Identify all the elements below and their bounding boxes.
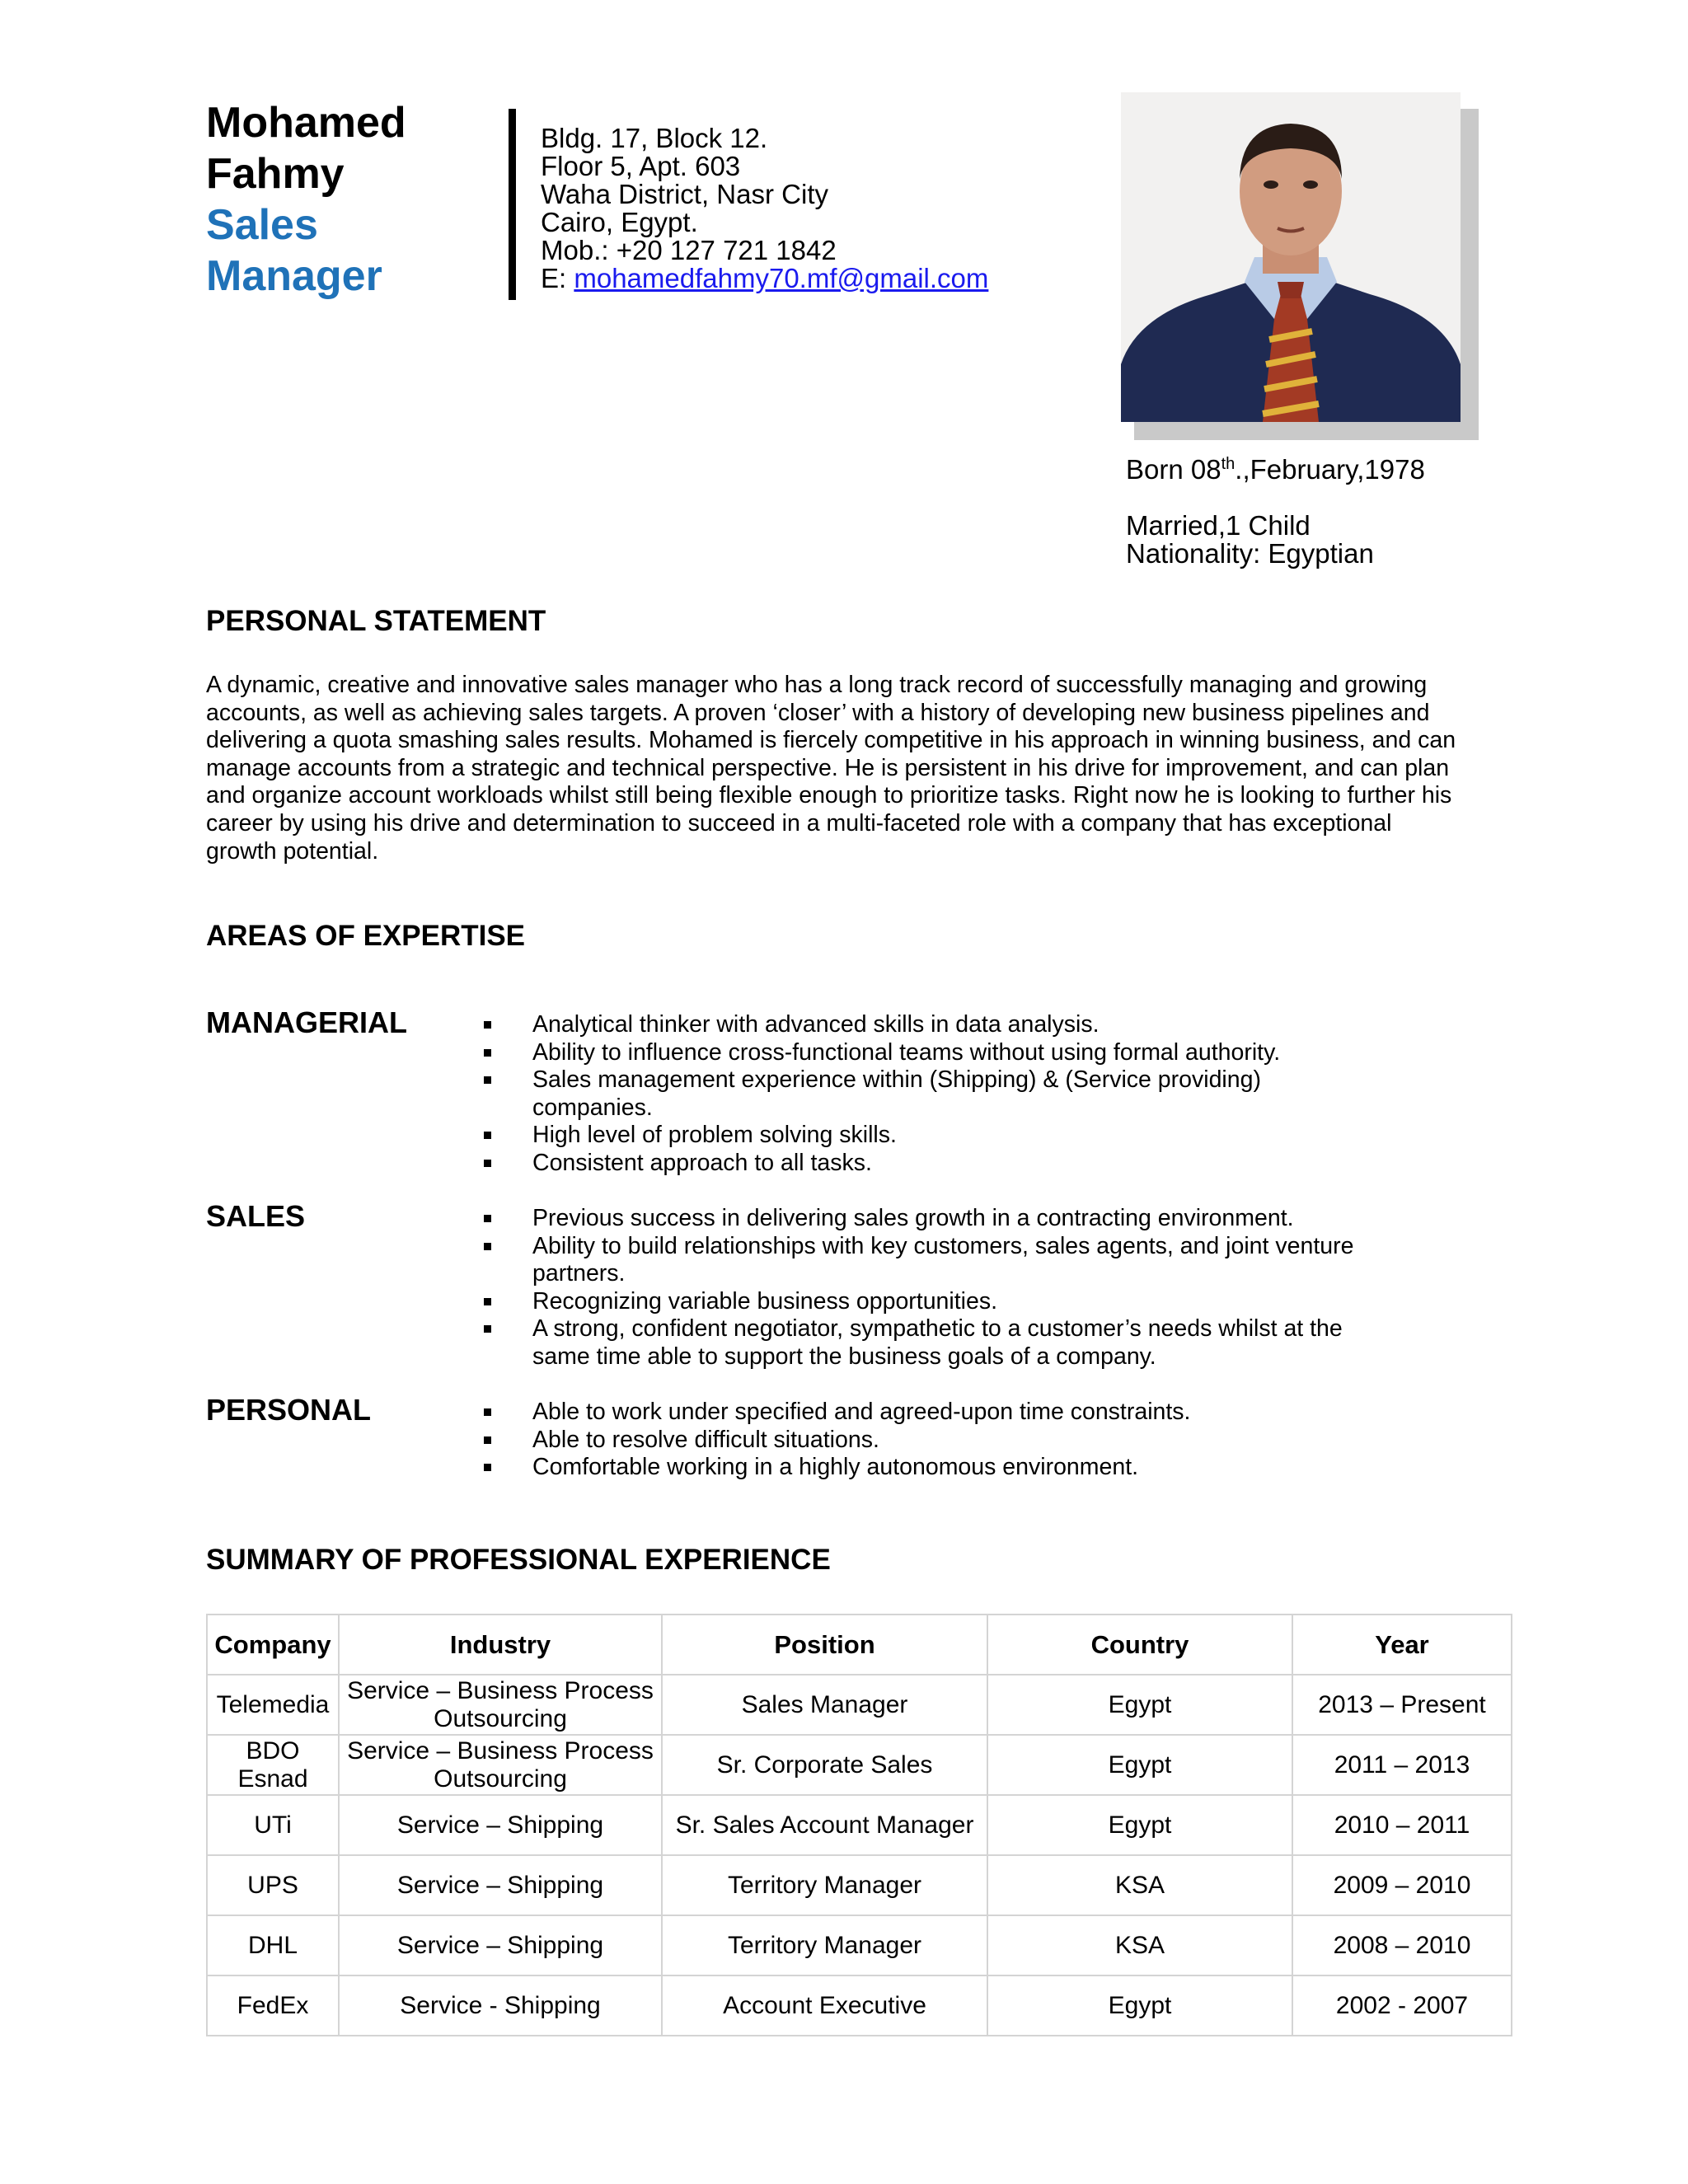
cell-industry: Service – Business Process Outsourcing bbox=[339, 1735, 662, 1795]
table-row bbox=[207, 1975, 1512, 2036]
column-header-country: Country bbox=[987, 1615, 1292, 1675]
cell-year: 2009 – 2010 bbox=[1292, 1855, 1512, 1915]
sales-list bbox=[476, 1205, 1465, 1371]
expertise-label-personal: PERSONAL bbox=[206, 1393, 372, 1427]
cell-company: UTi bbox=[207, 1795, 339, 1855]
cell-position: Territory Manager bbox=[662, 1855, 987, 1915]
list-item: Ability to influence cross-functional teams without using formal authority. bbox=[476, 1039, 1465, 1067]
list-item: Able to work under specified and agreed-upon time constraints. bbox=[476, 1399, 1465, 1427]
experience-table bbox=[206, 1614, 1512, 2036]
email-link[interactable]: mohamedfahmy70.mf@gmail.com bbox=[574, 263, 989, 293]
personal-statement-heading: PERSONAL STATEMENT bbox=[206, 605, 546, 637]
cell-industry: Service - Shipping bbox=[339, 1975, 662, 2036]
cell-country: KSA bbox=[987, 1855, 1292, 1915]
email-prefix: E: bbox=[541, 263, 574, 293]
candidate-name-block bbox=[206, 97, 406, 302]
cell-year: 2011 – 2013 bbox=[1292, 1735, 1512, 1795]
cell-country: Egypt bbox=[987, 1735, 1292, 1795]
first-name: Mohamed bbox=[206, 99, 406, 147]
column-header-company: Company bbox=[207, 1615, 339, 1675]
cell-industry: Service – Business Process Outsourcing bbox=[339, 1675, 662, 1735]
table-row bbox=[207, 1915, 1512, 1975]
marital-status: Married,1 Child bbox=[1126, 510, 1311, 541]
address-line: Bldg. 17, Block 12. bbox=[541, 123, 768, 153]
cell-industry: Service – Shipping bbox=[339, 1855, 662, 1915]
expertise-heading: AREAS OF EXPERTISE bbox=[206, 920, 526, 952]
profile-photo bbox=[1121, 92, 1461, 422]
list-item: High level of problem solving skills. bbox=[476, 1122, 1465, 1150]
contact-address bbox=[541, 124, 988, 293]
cell-company: Telemedia bbox=[207, 1675, 339, 1735]
table-header-row bbox=[207, 1615, 1512, 1675]
list-item: A strong, confident negotiator, sympathetic to a customer’s needs whilst at the same time able to support the business goals of a company. bbox=[476, 1315, 1406, 1371]
birth-date-suffix-sup: th bbox=[1221, 455, 1236, 473]
table-row bbox=[207, 1795, 1512, 1855]
list-item: Analytical thinker with advanced skills in data analysis. bbox=[476, 1011, 1465, 1039]
list-item: Recognizing variable business opportunities. bbox=[476, 1288, 1465, 1316]
experience-heading: SUMMARY OF PROFESSIONAL EXPERIENCE bbox=[206, 1544, 831, 1576]
managerial-list bbox=[476, 1011, 1465, 1178]
table-row bbox=[207, 1675, 1512, 1735]
cell-position: Sr. Sales Account Manager bbox=[662, 1795, 987, 1855]
cell-country: KSA bbox=[987, 1915, 1292, 1975]
column-header-year: Year bbox=[1292, 1615, 1512, 1675]
table-row bbox=[207, 1855, 1512, 1915]
table-row bbox=[207, 1735, 1512, 1795]
list-item: Consistent approach to all tasks. bbox=[476, 1150, 1465, 1178]
birth-date-prefix: Born 08 bbox=[1126, 454, 1221, 485]
column-header-position: Position bbox=[662, 1615, 987, 1675]
column-header-industry: Industry bbox=[339, 1615, 662, 1675]
cell-year: 2013 – Present bbox=[1292, 1675, 1512, 1735]
cell-country: Egypt bbox=[987, 1675, 1292, 1735]
cell-year: 2002 - 2007 bbox=[1292, 1975, 1512, 2036]
cell-company: FedEx bbox=[207, 1975, 339, 2036]
list-item: Sales management experience within (Shipping) & (Service providing) companies. bbox=[476, 1066, 1357, 1122]
expertise-label-sales: SALES bbox=[206, 1199, 306, 1233]
cell-position: Territory Manager bbox=[662, 1915, 987, 1975]
list-item: Previous success in delivering sales growth in a contracting environment. bbox=[476, 1205, 1465, 1233]
cell-company: UPS bbox=[207, 1855, 339, 1915]
job-title-line2: Manager bbox=[206, 252, 382, 300]
cell-country: Egypt bbox=[987, 1795, 1292, 1855]
job-title-line1: Sales bbox=[206, 201, 318, 249]
nationality: Nationality: Egyptian bbox=[1126, 538, 1374, 569]
expertise-label-managerial: MANAGERIAL bbox=[206, 1005, 407, 1039]
personal-list bbox=[476, 1399, 1465, 1482]
cell-company: BDO Esnad bbox=[207, 1735, 339, 1795]
address-line: Floor 5, Apt. 603 bbox=[541, 151, 741, 181]
address-line: Cairo, Egypt. bbox=[541, 207, 698, 237]
personal-details bbox=[1126, 450, 1425, 568]
cell-year: 2010 – 2011 bbox=[1292, 1795, 1512, 1855]
list-item: Comfortable working in a highly autonomous environment. bbox=[476, 1454, 1465, 1482]
cell-industry: Service – Shipping bbox=[339, 1915, 662, 1975]
last-name: Fahmy bbox=[206, 150, 345, 198]
mobile-line: Mob.: +20 127 721 1842 bbox=[541, 235, 837, 265]
email-line bbox=[541, 265, 988, 293]
birth-date bbox=[1126, 450, 1425, 484]
list-item: Ability to build relationships with key customers, sales agents, and joint venture partners. bbox=[476, 1233, 1398, 1288]
list-item: Able to resolve difficult situations. bbox=[476, 1427, 1465, 1455]
cell-year: 2008 – 2010 bbox=[1292, 1915, 1512, 1975]
address-line: Waha District, Nasr City bbox=[541, 179, 828, 209]
cell-country: Egypt bbox=[987, 1975, 1292, 2036]
birth-date-rest: .,February,1978 bbox=[1235, 454, 1425, 485]
personal-statement-text: A dynamic, creative and innovative sales manager who has a long track record of successfully managing and growing accounts, as well as achieving sales targets. A proven ‘closer’ with a history of developing new business pipelines and delivering a quota smashing sales results. Mohamed is fiercely competitive in his approach in winning business, and can manage accounts from a strategic and technical perspective. He is persistent in his drive for improvement, and can plan and organize account workloads whilst still being flexible enough to prioritize tasks. Right now he is looking to further his career by using his drive and determination to succeed in a multi-faceted role with a company that has exceptional growth potential. bbox=[206, 672, 1456, 865]
cell-industry: Service – Shipping bbox=[339, 1795, 662, 1855]
cell-position: Sr. Corporate Sales bbox=[662, 1735, 987, 1795]
cell-company: DHL bbox=[207, 1915, 339, 1975]
cell-position: Account Executive bbox=[662, 1975, 987, 2036]
cell-position: Sales Manager bbox=[662, 1675, 987, 1735]
header-divider bbox=[509, 109, 516, 300]
